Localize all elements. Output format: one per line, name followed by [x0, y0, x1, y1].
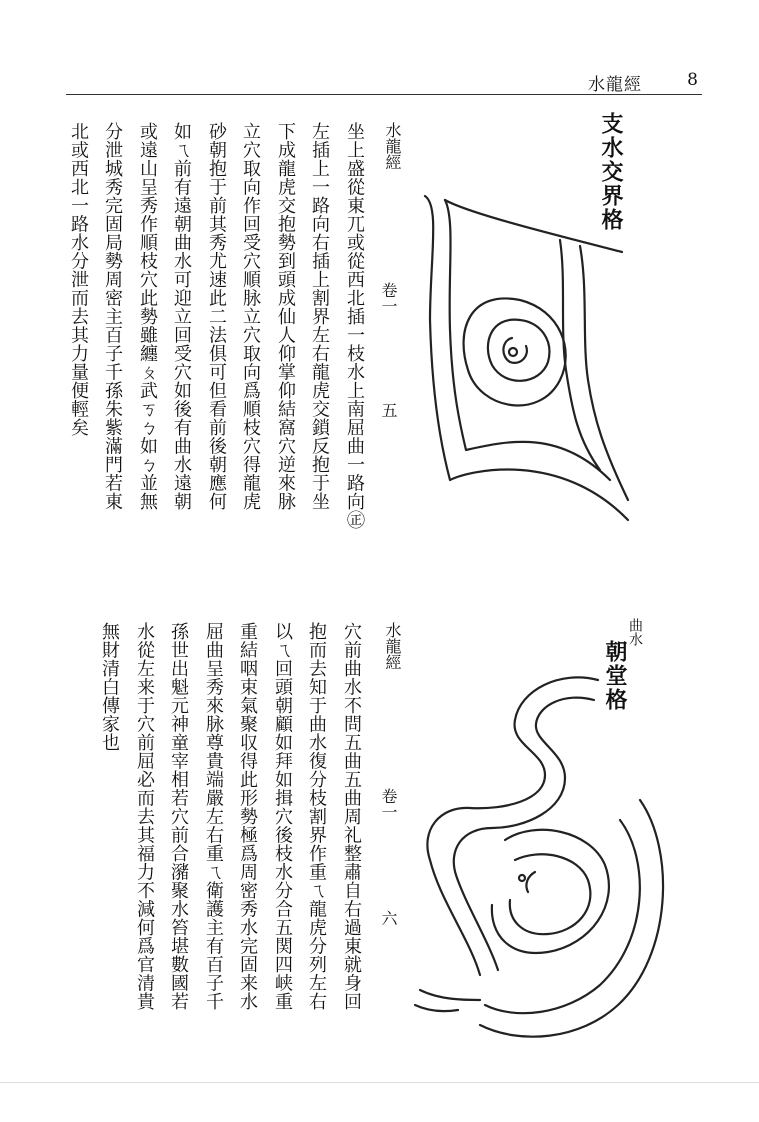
diagram-caption-bottom-small: 曲水	[627, 618, 643, 646]
text-column-top-4: 立穴取向作回受穴順脉立穴取向爲順枝穴得龍虎	[240, 122, 261, 511]
text-column-top-8: 分泄城秀完固局勢周密主百子千孫朱紫滿門若東	[102, 122, 123, 511]
diagram-caption-bottom: 朝堂格	[602, 640, 628, 712]
text-column-bottom-8: 無財清白傳家也	[99, 622, 120, 752]
text-column-bottom-7: 水從左来于穴前屈必而去其福力不減何爲官清貴	[134, 622, 155, 1011]
page-number: 8	[687, 70, 698, 90]
text-column-top-9: 北或西北一路水分泄而去其力量便輕矣	[68, 122, 89, 437]
text-column-top-7: 或遠山呈秀作順枝穴此勢雖纏ㄆ武ㄎㄅ如ㄅ並無	[137, 122, 158, 511]
book-label-top: 水龍經	[383, 122, 402, 170]
volume-label-bottom: 卷一	[379, 788, 398, 820]
text-column-top-5: 砂朝抱于前其秀尤速此二法俱可但看前後朝應何	[206, 122, 227, 511]
text-column-bottom-1: 穴前曲水不問五曲五曲周礼整肅自右過東就身回	[341, 622, 362, 1011]
volume-label-top: 卷一	[379, 282, 398, 314]
text-column-bottom-3: 以ㄟ回頭朝顧如拜如揖穴後枝水分合五関四峡重	[272, 622, 293, 1011]
text-column-bottom-2: 抱而去知于曲水復分枝割界作重ㄟ龍虎分列左右	[306, 622, 327, 1011]
book-label-bottom: 水龍經	[383, 622, 402, 670]
text-column-top-3: 下成龍虎交抱勢到頭成仙人仰掌仰結窩穴逆來脉	[275, 122, 296, 511]
diagram-caption-top: 支水交界格	[598, 112, 624, 232]
text-column-bottom-6: 孫世出魁元神童宰相若穴前合瀦聚水笞堪數國若	[168, 622, 189, 1011]
page-fold-line	[0, 1082, 759, 1083]
folio-label-top: 五	[379, 402, 398, 418]
text-column-top-6: 如ㄟ前有遠朝曲水可迎立回受穴如後有曲水遠朝	[171, 122, 192, 511]
text-column-bottom-4: 重結咽束氣聚収得此形勢極爲周密秀水完固来水	[237, 622, 258, 1011]
running-title: 水龍經	[588, 75, 642, 95]
folio-label-bottom: 六	[379, 910, 398, 926]
text-column-top-2: 左插上一路向右插上割界左右龍虎交鎖反抱于坐	[309, 122, 330, 511]
text-column-top-1: 坐上盛從東兀或從西北插一枝水上南屈曲一路向㊣	[344, 122, 365, 529]
text-column-bottom-5: 屈曲呈秀來脉尊貴端嚴左右重ㄟ衛護主有百子千	[203, 622, 224, 1011]
